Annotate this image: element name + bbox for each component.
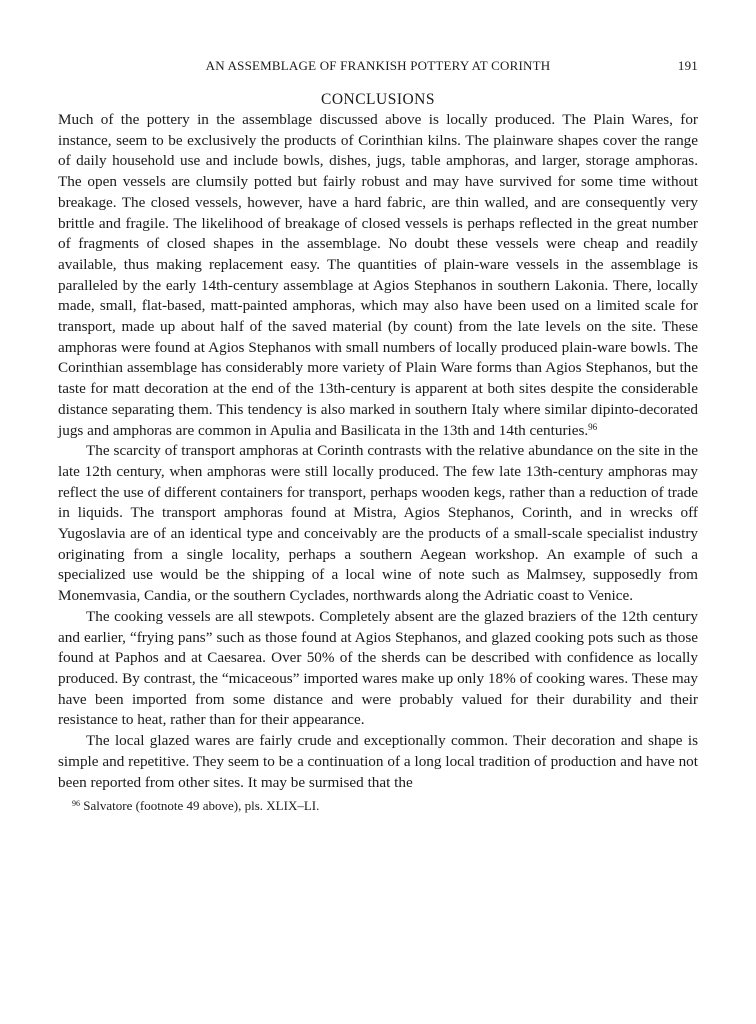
paragraph-3: The cooking vessels are all stewpots. Completely absent are the glazed braziers of the 12th century and earlier, “frying pans” such as those found at Agios Stephanos, and glazed cooking pots such as those found at Paphos and at Caesarea. Over 50% of the sherds can be described with confidence as locally produced. By contrast, the “micaceous” imported wares make up only 18% of cooking wares. These may have been imported from some distance and were probably valued for their durability and their resistance to heat, rather than for their appearance. <box>58 607 698 729</box>
footnote-text: Salvatore (footnote 49 above), pls. XLIX–LI. <box>83 798 320 814</box>
footnote-reference[interactable]: 96 <box>588 421 598 432</box>
paragraph-1-text: Much of the pottery in the assemblage discussed above is locally produced. The Plain Wares, for instance, seem to be exclusively the products of Corinthian kilns. The plainware shapes cover the range of daily household use and include bowls, dishes, jugs, table amphoras, and larger, storage amphoras. The open vessels are clumsily potted but fairly robust and may have survived for some time without breakage. The closed vessels, however, have a hard fabric, are thin walled, and are consequently very brittle and fragile. The likelihood of breakage of closed vessels is perhaps reflected in the great number of fragments of closed shapes in the assemblage. No doubt these vessels were cheap and readily available, thus making replacement easy. The quantities of plain-ware vessels in the assemblage is paralleled by the early 14th-century assemblage at Agios Stephanos in southern Lakonia. There, locally made, small, flat-based, matt-painted amphoras, which may also have been used on a limited scale for transport, made up about half of the saved material (by count) from the late levels on the site. These amphoras were found at Agios Stephanos with small numbers of locally produced plain-ware bowls. The Corinthian assemblage has considerably more variety of Plain Ware forms than Agios Stephanos, but the taste for matt decoration at the end of the 13th-century is apparent at both sites despite the considerable distance separating them. This tendency is also marked in southern Italy where similar dipinto-decorated jugs and amphoras are common in Apulia and Basilicata in the 13th and 14th centuries. <box>58 111 698 439</box>
paragraph-2: The scarcity of transport amphoras at Corinth contrasts with the relative abundance on the site in the late 12th century, when amphoras were still locally produced. The few late 13th-century amphoras may reflect the use of different containers for transport, perhaps wooden kegs, rather than a reduction of trade in liquids. The transport amphoras found at Mistra, Agios Stephanos, Corinth, and in wrecks off Yugoslavia are of an identical type and conceivably are the products of a small-scale specialist industry originating from a single locality, perhaps a southern Aegean workshop. An example of such a specialized use would be the shipping of a local wine of note such as Malmsey, supposedly from Monemvasia, Candia, or the southern Cyclades, northwards along the Adriatic coast to Venice. <box>58 442 698 605</box>
paragraph-1 <box>58 110 698 441</box>
page-number: 191 <box>677 58 698 73</box>
page <box>58 52 698 814</box>
section-heading: CONCLUSIONS <box>320 91 435 108</box>
footnote <box>58 797 698 814</box>
body-text <box>58 110 698 793</box>
paragraph-4: The local glazed wares are fairly crude and exceptionally common. Their decoration and shape is simple and repetitive. They seem to be a continuation of a long local tradition of production and have not been reported from other sites. It may be surmised that the <box>58 732 698 791</box>
running-header <box>58 52 698 78</box>
footnote-number: 96 <box>72 799 80 809</box>
running-title: AN ASSEMBLAGE OF FRANKISH POTTERY AT CORINTH <box>205 58 551 73</box>
